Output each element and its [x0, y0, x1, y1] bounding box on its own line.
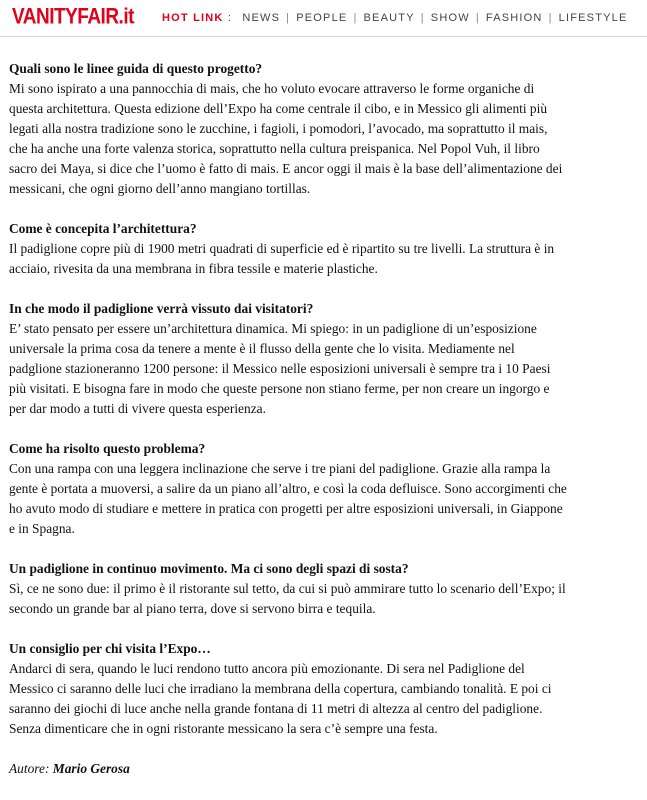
- answer-paragraph: Il padiglione copre più di 1900 metri quadrati di superficie ed è ripartito su tre livelli. La struttura è in acciaio, rivesita da una membrana in fibra tessile e materie plastiche.: [9, 241, 555, 276]
- hot-link-colon: :: [227, 12, 233, 24]
- question-heading: Quali sono le linee guida di questo progetto?: [9, 61, 263, 76]
- nav-separator: |: [353, 12, 358, 24]
- top-nav-bar: [0, 0, 647, 37]
- author-name[interactable]: Mario Gerosa: [52, 761, 130, 776]
- nav-item-people[interactable]: PEOPLE: [296, 12, 348, 24]
- nav-separator: |: [420, 12, 425, 24]
- answer-paragraph: Andarci di sera, quando le luci rendono tutto ancora più emozionante. Di sera nel Padiglione del Messico ci saranno delle luci che irradiano la membrana della copertura, cambiando tonalità. E poi ci saranno dei giochi di luce anche nella grande fontana di 11 metri di altezza al centro del padiglione. Senza dimenticare che in ogni ristorante messicano la sera c’è sempre una festa.: [9, 661, 552, 736]
- qa-block: [9, 559, 569, 619]
- hot-link-label: HOT LINK: [162, 12, 224, 24]
- answer-paragraph: E’ stato pensato per essere un’architettura dinamica. Mi spiego: in un padiglione di un’esposizione universale la prima cosa da tenere a mente è il flusso della gente che lo visita. Mediamente nel padglione stazioneranno 1200 persone: il Messico nelle esposizioni universali è sempre tra i 10 Paesi più visitati. E bisogna fare in modo che queste persone non stiano ferme, per non creare un ingorgo e per dar modo a tutti di vivere questa esperienza.: [9, 321, 551, 416]
- author-label: Autore:: [9, 761, 50, 776]
- author-line: [9, 759, 569, 779]
- nav-item-news[interactable]: NEWS: [242, 12, 281, 24]
- logo-suffix: .it: [118, 5, 134, 30]
- answer-paragraph: Sì, ce ne sono due: il primo è il ristorante sul tetto, da cui si può ammirare tutto lo scenario dell’Expo; il secondo un grande bar al piano terra, dove si servono birra e tequila.: [9, 581, 566, 616]
- qa-block: [9, 219, 569, 279]
- qa-block: [9, 639, 569, 739]
- nav-separator: |: [286, 12, 291, 24]
- nav-item-beauty[interactable]: BEAUTY: [363, 12, 415, 24]
- nav-separator: |: [475, 12, 480, 24]
- answer-paragraph: Mi sono ispirato a una pannocchia di mais, che ho voluto evocare attraverso le forme organiche di questa architettura. Questa edizione dell’Expo ha come centrale il cibo, e in Messico gli alimenti più legati alla nostra tradizione sono le zucchine, i fagioli, i pomodori, l’avocado, ma soprattutto il mais, che ha anche una forte valenza storica, soprattutto nella cultura preispanica. Nel Popol Vuh, il libro sacro dei Maya, si dice che l’uomo è fatto di mais. E ancor oggi il mais è la base dell’alimentazione dei messicani, che ogni giorno dell’anno mangiano tortillas.: [9, 81, 563, 196]
- vanity-fair-logo[interactable]: [12, 5, 134, 30]
- main-nav: [162, 12, 628, 24]
- nav-item-lifestyle[interactable]: LIFESTYLE: [558, 12, 628, 24]
- qa-block: [9, 299, 569, 419]
- nav-item-fashion[interactable]: FASHION: [485, 12, 543, 24]
- nav-item-show[interactable]: SHOW: [430, 12, 470, 24]
- qa-block: [9, 439, 569, 539]
- qa-block: [9, 59, 569, 199]
- answer-paragraph: Con una rampa con una leggera inclinazione che serve i tre piani del padiglione. Grazie alla rampa la gente è portata a muoversi, a salire da un piano all’altro, e così la coda defluisce. Sono accorgimenti che ho avuto modo di studiare e mettere in pratica con progetti per altre esposizioni universali, in Giappone e in Spagna.: [9, 461, 567, 536]
- question-heading: Come ha risolto questo problema?: [9, 441, 206, 456]
- question-heading: Un padiglione in continuo movimento. Ma ci sono degli spazi di sosta?: [9, 561, 409, 576]
- question-heading: Come è concepita l’architettura?: [9, 221, 197, 236]
- question-heading: Un consiglio per chi visita l’Expo…: [9, 641, 211, 656]
- article-body: [9, 59, 569, 779]
- question-heading: In che modo il padiglione verrà vissuto dai visitatori?: [9, 301, 314, 316]
- nav-separator: |: [548, 12, 553, 24]
- logo-main: VANITYFAIR: [12, 5, 119, 30]
